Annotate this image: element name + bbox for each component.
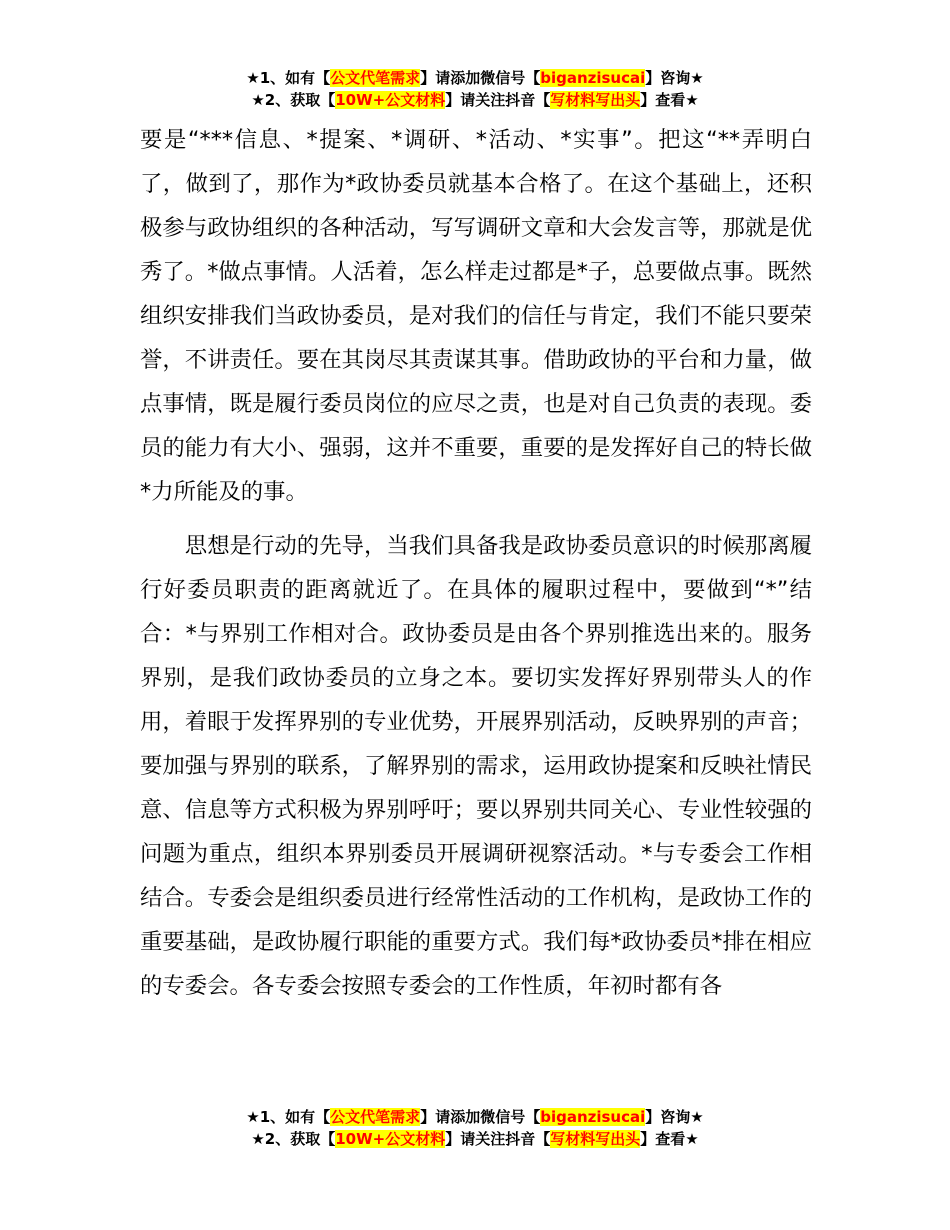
footer-line-2-prefix: ★2、获取【	[251, 1130, 336, 1148]
footer-line-2	[0, 1128, 950, 1150]
body-paragraph-2: 思想是行动的先导，当我们具备我是政协委员意识的时候那离履行好委员职责的距离就近了。在具体的履职过程中，要做到“*”结合：*与界别工作相对合。政协委员是由各个界别推选出来的。服务界别，是我们政协委员的立身之本。要切实发挥好界别带头人的作用，着眼于发挥界别的专业优势，开展界别活动，反映界别的声音；要加强与界别的联系，了解界别的需求，运用政协提案和反映社情民意、信息等方式积极为界别呼吁；要以界别共同关心、专业性较强的问题为重点，组织本界别委员开展调研视察活动。*与专委会工作相结合。专委会是组织委员进行经常性活动的工作机构，是政协工作的重要基础，是政协履行职能的重要方式。我们每*政协委员*排在相应的专委会。各专委会按照专委会的工作性质，年初时都有各	[140, 533, 812, 999]
header-line-1-suffix: 】咨询★	[645, 69, 704, 87]
header-line-1-mid: 】请添加微信号【	[420, 69, 541, 87]
header-banner	[0, 67, 950, 111]
document-body	[140, 118, 812, 1008]
footer-line-2-mid: 】请关注抖音【	[445, 1130, 551, 1148]
header-line-2-highlight-douyin: 写材料写出头	[550, 91, 641, 109]
footer-line-1	[0, 1106, 950, 1128]
body-paragraph-1: 要是“***信息、*提案、*调研、*活动、*实事”。把这“**弄明白了，做到了，那作为*政协委员就基本合格了。在这个基础上，还积极参与政协组织的各种活动，写写调研文章和大会发言等，那就是优秀了。*做点事情。人活着，怎么样走过都是*子，总要做点事。既然组织安排我们当政协委员，是对我们的信任与肯定，我们不能只要荣誉，不讲责任。要在其岗尽其责谋其事。借助政协的平台和力量，做点事情，既是履行委员岗位的应尽之责，也是对自己负责的表现。委员的能力有大小、强弱，这并不重要，重要的是发挥好自己的特长做*力所能及的事。	[140, 127, 812, 505]
header-line-2-suffix: 】查看★	[640, 91, 699, 109]
footer-line-1-highlight-wechat: biganzisucai	[540, 1108, 646, 1126]
footer-line-2-highlight-materials: 10W+公文材料	[335, 1130, 446, 1148]
footer-line-1-highlight-service: 公文代笔需求	[330, 1108, 421, 1126]
footer-line-2-highlight-douyin: 写材料写出头	[550, 1130, 641, 1148]
header-line-1-prefix: ★1、如有【	[246, 69, 331, 87]
header-line-2-prefix: ★2、获取【	[251, 91, 336, 109]
header-line-1-highlight-wechat: biganzisucai	[540, 69, 646, 87]
header-line-2	[0, 89, 950, 111]
footer-line-1-mid: 】请添加微信号【	[420, 1108, 541, 1126]
header-line-2-mid: 】请关注抖音【	[445, 91, 551, 109]
footer-banner	[0, 1106, 950, 1150]
header-line-2-highlight-materials: 10W+公文材料	[335, 91, 446, 109]
header-line-1	[0, 67, 950, 89]
footer-line-1-prefix: ★1、如有【	[246, 1108, 331, 1126]
footer-line-2-suffix: 】查看★	[640, 1130, 699, 1148]
header-line-1-highlight-service: 公文代笔需求	[330, 69, 421, 87]
footer-line-1-suffix: 】咨询★	[645, 1108, 704, 1126]
